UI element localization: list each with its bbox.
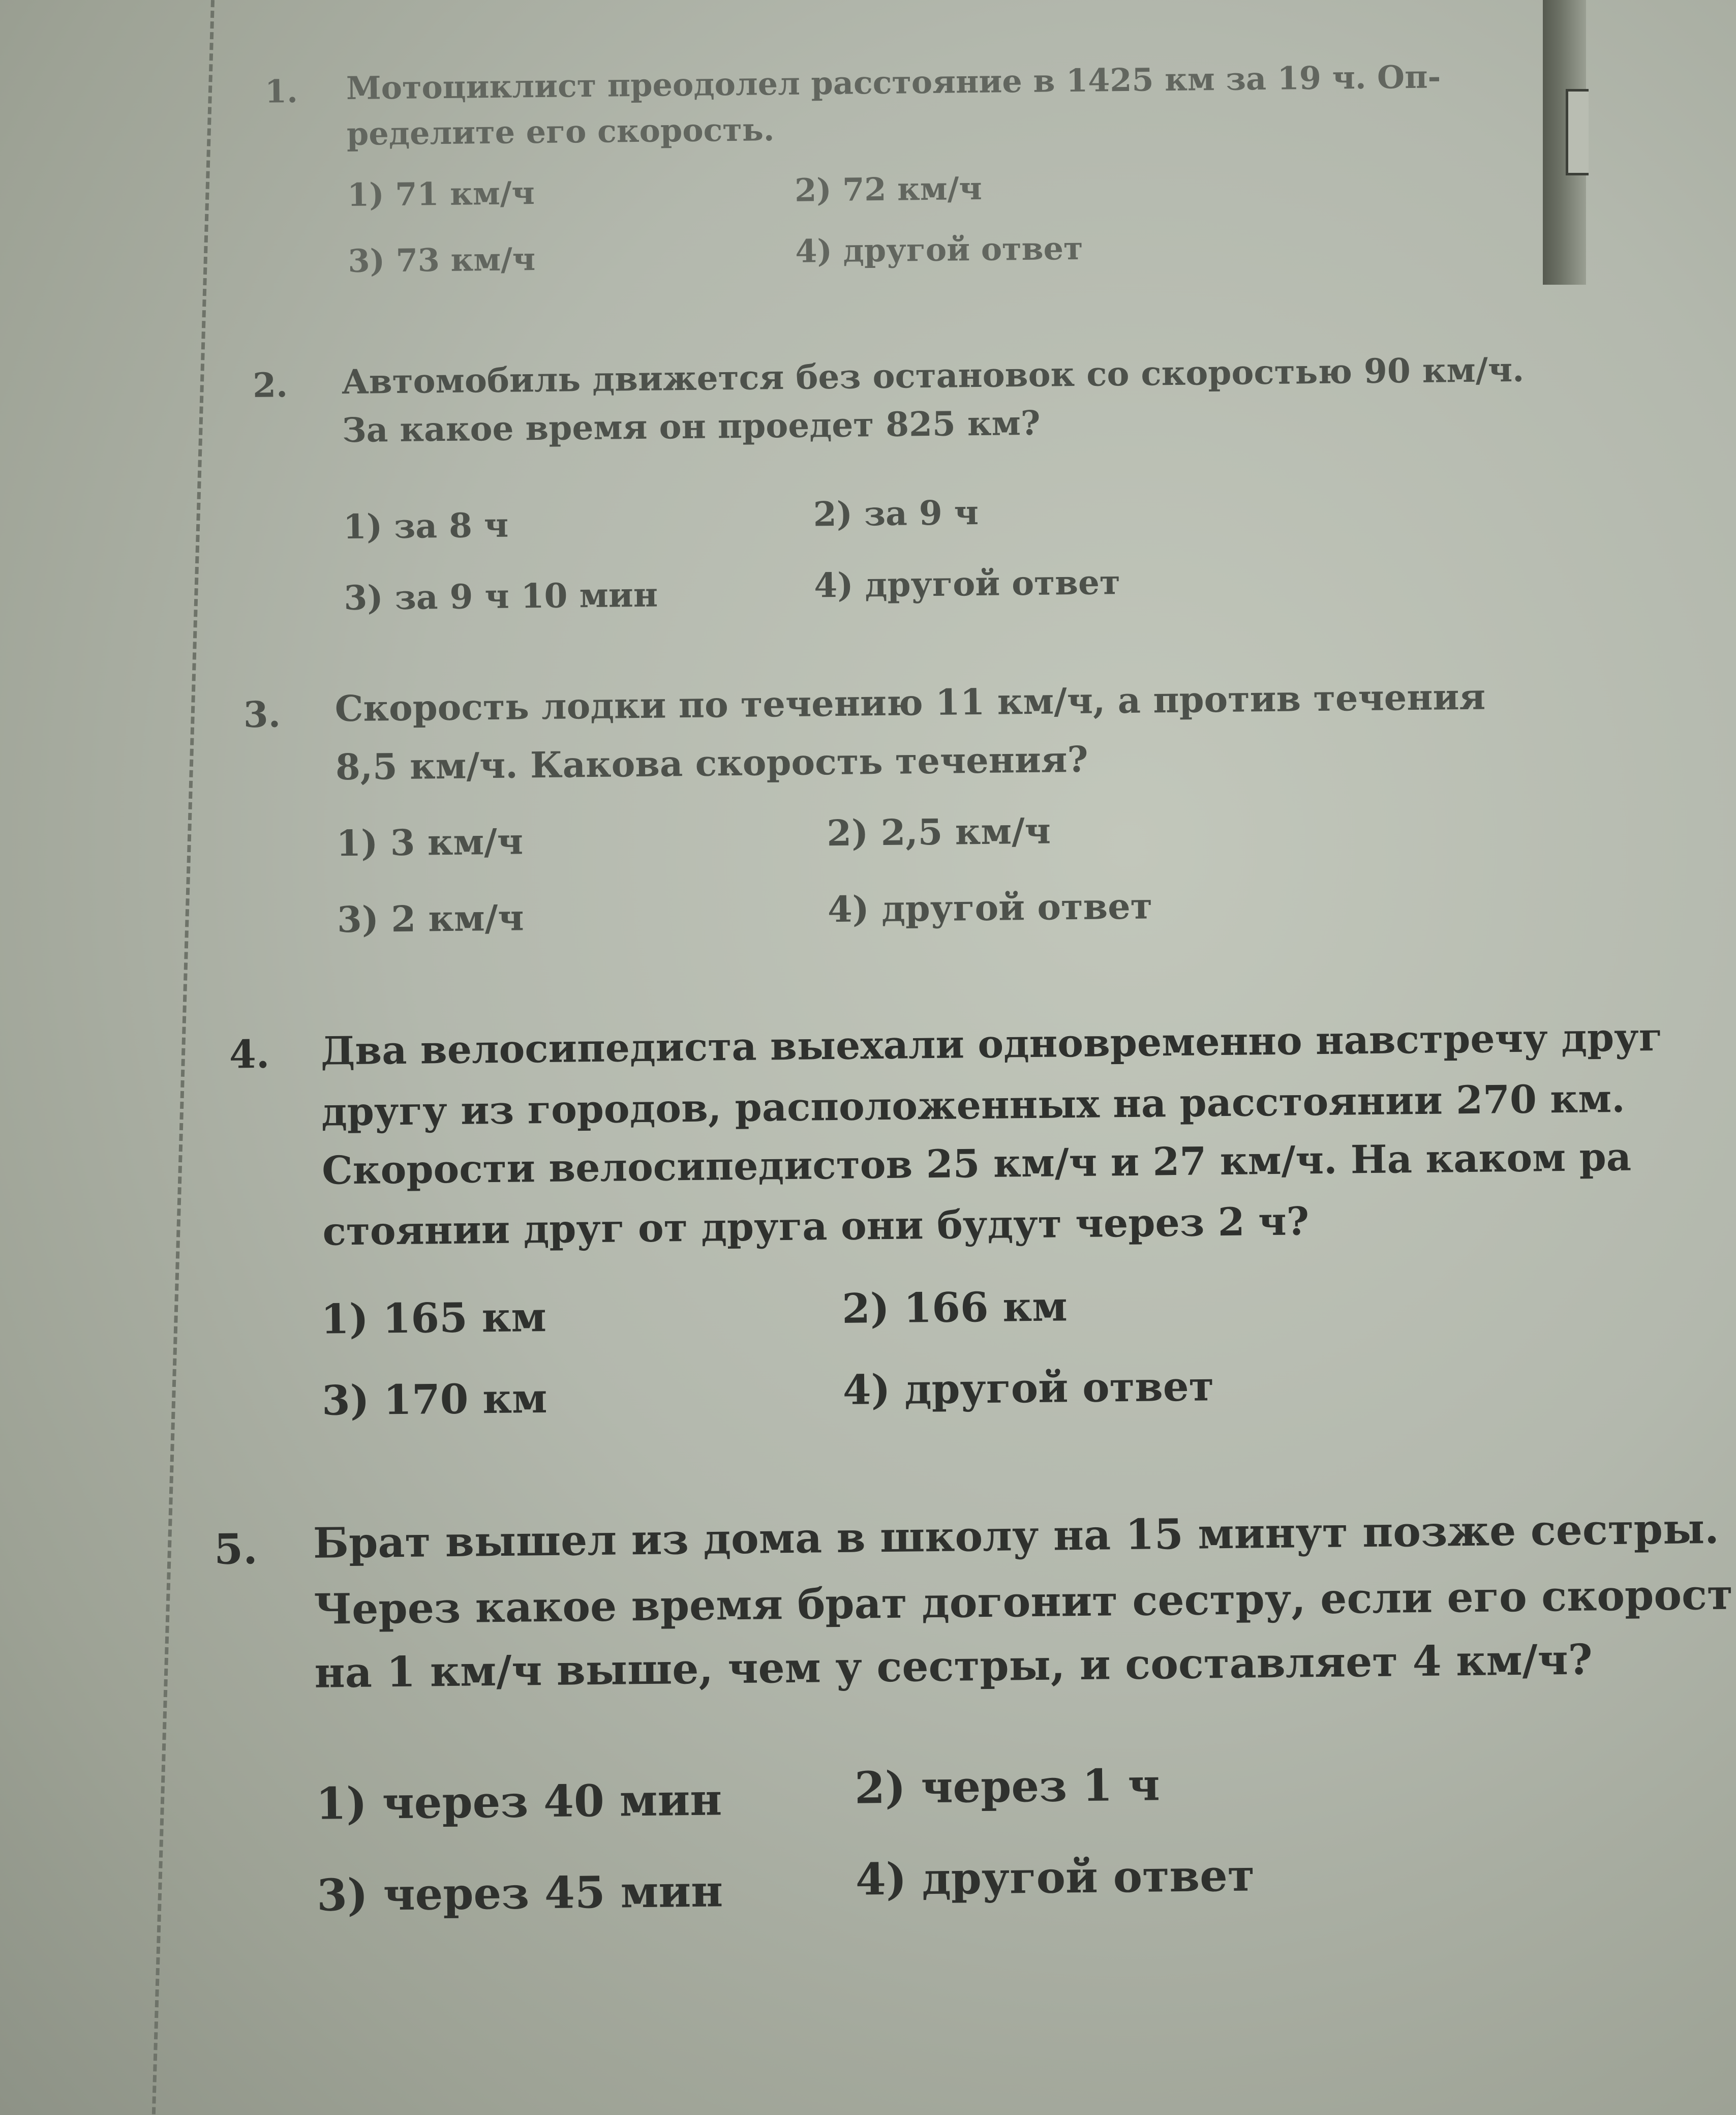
answer-option[interactable]: 2) 2,5 км/ч xyxy=(826,809,1051,855)
problem-number: 5. xyxy=(214,1524,258,1574)
answer-option[interactable]: 2) за 9 ч xyxy=(813,492,979,534)
answer-option[interactable]: 4) другой ответ xyxy=(813,562,1121,606)
answer-option[interactable]: 3) 2 км/ч xyxy=(337,896,524,941)
question-line: на 1 км/ч выше, чем у сестры, и составляет 4 км/ч? xyxy=(314,1635,1593,1698)
question-line: 8,5 км/ч. Какова скорость течения? xyxy=(335,738,1088,789)
page-tab xyxy=(1566,89,1589,175)
question-line: Автомобиль движется без остановок со скоростью 90 км/ч. xyxy=(341,349,1525,402)
page-edge xyxy=(1543,0,1586,285)
answer-option[interactable]: 4) другой ответ xyxy=(795,229,1083,270)
question-line: ределите его скорость. xyxy=(346,111,775,153)
answer-option[interactable]: 1) 165 км xyxy=(320,1292,547,1343)
question-line: Через какое время брат догонит сестру, если его скорост xyxy=(313,1570,1733,1634)
answer-option[interactable]: 1) через 40 мин xyxy=(315,1774,722,1830)
answer-option[interactable]: 3) через 45 мин xyxy=(316,1865,723,1921)
problem-number: 3. xyxy=(243,693,281,736)
answer-option[interactable]: 3) 73 км/ч xyxy=(348,240,536,280)
answer-option[interactable]: 3) за 9 ч 10 мин xyxy=(344,575,658,618)
answer-option[interactable]: 1) за 8 ч xyxy=(343,505,509,547)
answer-option[interactable]: 1) 71 км/ч xyxy=(347,174,535,214)
question-line: Два велосипедиста выехали одновременно навстречу друг xyxy=(320,1014,1663,1074)
question-line: Скорости велосипедистов 25 км/ч и 27 км/ч. На каком ра xyxy=(321,1134,1632,1193)
answer-option[interactable]: 2) через 1 ч xyxy=(854,1759,1161,1814)
problem-number: 1. xyxy=(264,72,298,110)
answer-option[interactable]: 2) 166 км xyxy=(841,1282,1068,1333)
problem-list xyxy=(198,26,1733,1921)
answer-option[interactable]: 2) 72 км/ч xyxy=(794,169,983,209)
question-line: Мотоциклист преодолел расстояние в 1425 км за 19 ч. Оп- xyxy=(346,58,1441,107)
problem-number: 2. xyxy=(252,365,288,405)
cut-line xyxy=(152,0,215,2114)
answer-option[interactable]: 4) другой ответ xyxy=(827,885,1153,931)
answer-option[interactable]: 1) 3 км/ч xyxy=(336,820,524,865)
question-line: Брат вышел из дома в школу на 15 минут позже сестры. xyxy=(313,1504,1720,1568)
answer-option[interactable]: 3) 170 км xyxy=(321,1374,547,1425)
question-line: Скорость лодки по течению 11 км/ч, а против течения xyxy=(334,675,1486,730)
question-line: За какое время он проедет 825 км? xyxy=(342,403,1041,450)
answer-option[interactable]: 4) другой ответ xyxy=(842,1362,1214,1414)
question-line: стоянии друг от друга они будут через 2 ч? xyxy=(322,1198,1309,1254)
question-line: другу из городов, расположенных на расстоянии 270 км. xyxy=(321,1075,1626,1135)
problem-number: 4. xyxy=(229,1031,270,1077)
answer-option[interactable]: 4) другой ответ xyxy=(855,1850,1255,1906)
